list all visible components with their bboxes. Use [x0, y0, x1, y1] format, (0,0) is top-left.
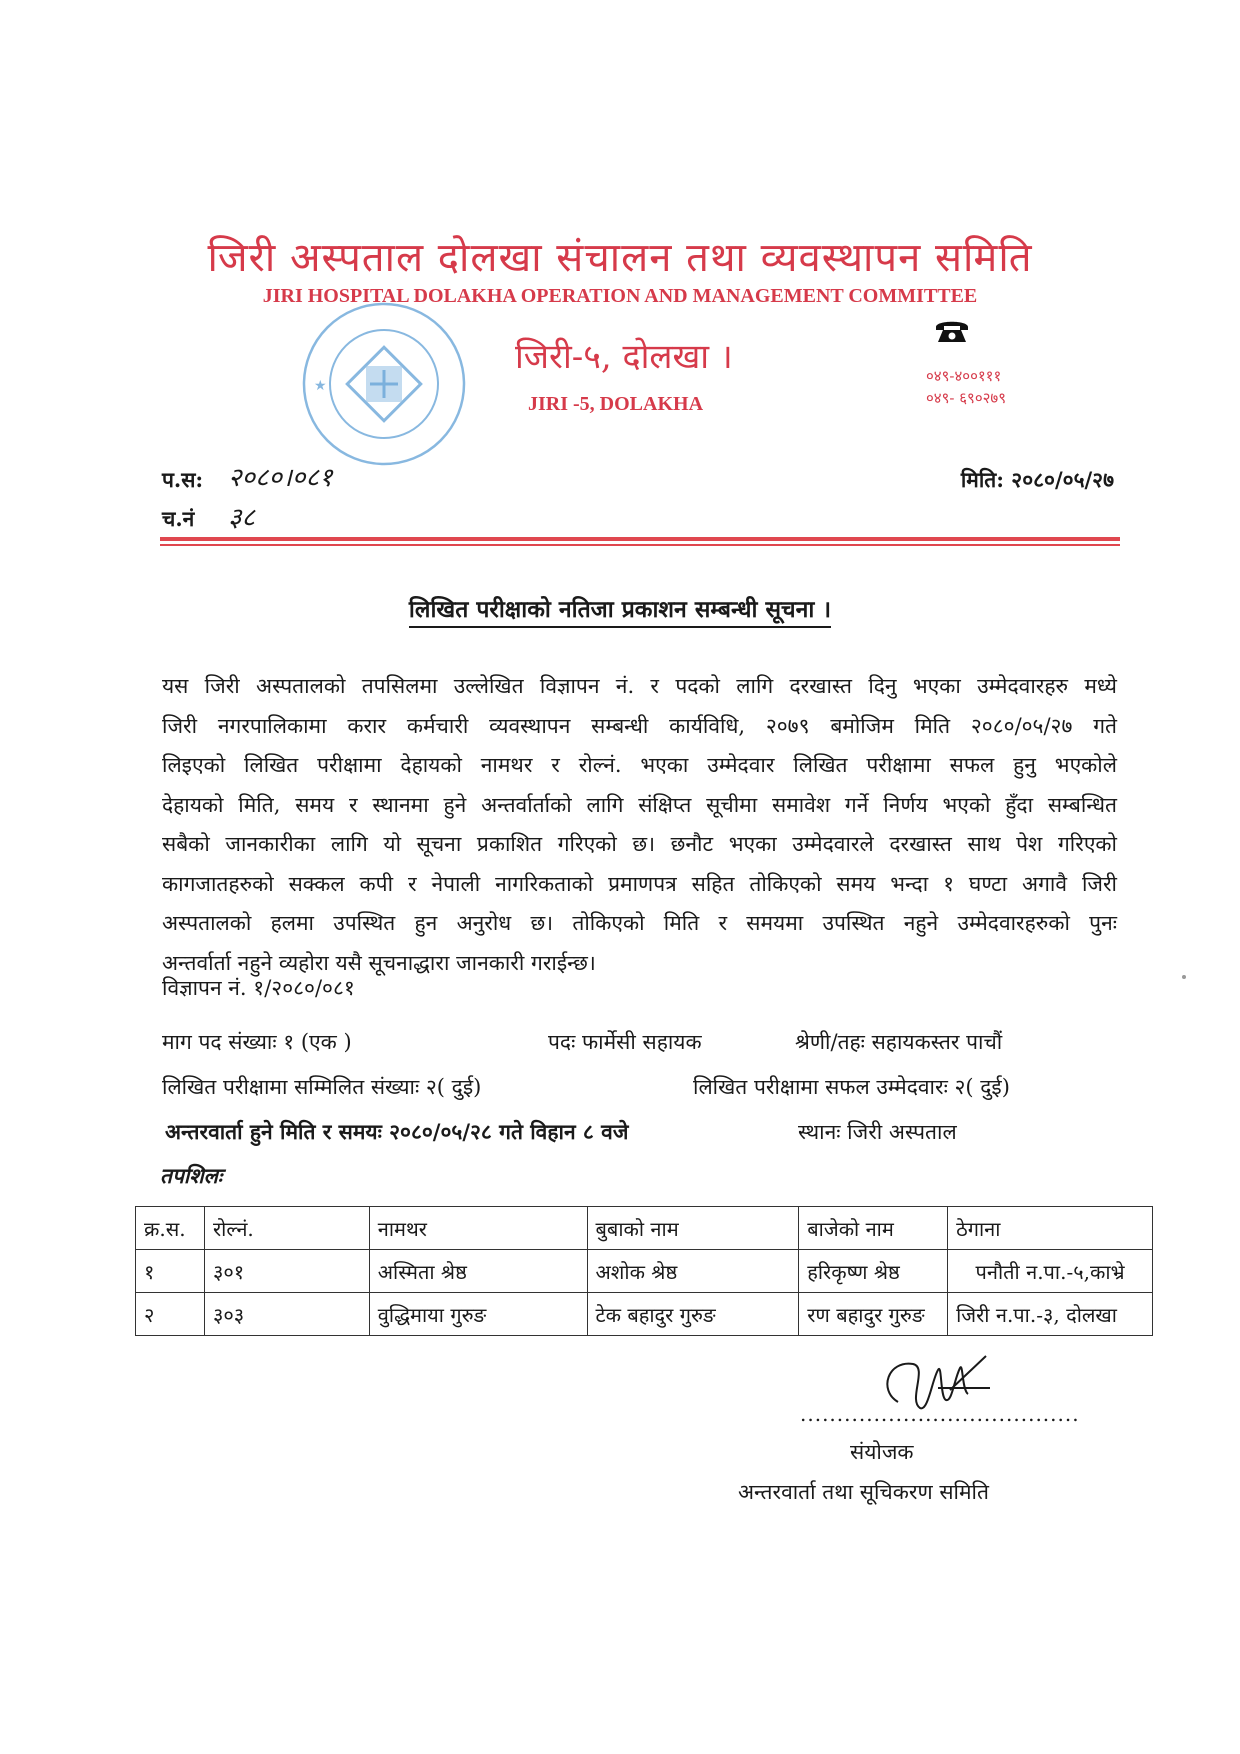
- table-cell: अस्मिता श्रेष्ठ: [369, 1250, 587, 1293]
- post-level: श्रेणी/तहः सहायकस्तर पाचौं: [795, 1030, 1003, 1054]
- notice-line: लिइएको लिखित परीक्षामा देहायको नामथर र रोल्नं. भएका उम्मेदवार लिखित परीक्षामा सफल हुनु भएकोले: [162, 753, 1117, 777]
- dispatch-number-value: ३८: [228, 503, 256, 533]
- notice-date: मिति: २०८०/०५/२७: [960, 467, 1114, 492]
- notice-line: कागजातहरुको सक्कल कपी र नेपाली नागरिकताको प्रमाणपत्र सहित तोकिएको समय भन्दा १ घण्टा अगावै जिरी: [162, 871, 1117, 896]
- interview-date-time: अन्तरवार्ता हुने मिति र समयः २०८०/०५/२८ गते विहान ८ वजे: [165, 1119, 629, 1144]
- candidates-passed: लिखित परीक्षामा सफल उम्मेदवारः २( दुई): [693, 1075, 1010, 1099]
- table-row: [136, 1250, 1153, 1293]
- table-cell: ३०३: [204, 1293, 369, 1336]
- column-header: क्र.स.: [136, 1207, 205, 1250]
- notice-heading-text: लिखित परीक्षाको नतिजा प्रकाशन सम्बन्धी सूचना ।: [409, 596, 831, 628]
- notice-line: जिरी नगरपालिकामा करार कर्मचारी व्यवस्थापन सम्बन्धी कार्यविधि, २०७९ बमोजिम मिति २०८०/०५/२७ गते: [162, 713, 1117, 738]
- table-row: [136, 1293, 1153, 1336]
- table-cell: २: [136, 1293, 205, 1336]
- telephone-icon: [934, 318, 970, 344]
- candidates-table: [135, 1206, 1153, 1336]
- signature-line: ......................................: [800, 1402, 1080, 1426]
- interview-venue: स्थानः जिरी अस्पताल: [798, 1120, 957, 1144]
- notice-line: यस जिरी अस्पतालको तपसिलमा उल्लेखित विज्ञापन नं. र पदको लागि दरखास्त दिनु भएका उम्मेदवारहरु मध्ये: [162, 674, 1117, 698]
- posts-demanded: माग पद संख्याः १ (एक ): [162, 1030, 352, 1054]
- notice-heading: [0, 592, 1240, 624]
- table-cell: ३०१: [204, 1250, 369, 1293]
- candidates-appeared: लिखित परीक्षामा सम्मिलित संख्याः २( दुई): [162, 1075, 482, 1099]
- advertisement-number: विज्ञापन नं. १/२०८०/०८१: [162, 976, 355, 1000]
- dispatch-number-label: च.नं: [162, 506, 195, 531]
- signer-title: संयोजक: [850, 1440, 914, 1464]
- column-header: बुबाको नाम: [587, 1207, 799, 1250]
- column-header: ठेगाना: [948, 1207, 1153, 1250]
- table-cell: अशोक श्रेष्ठ: [587, 1250, 799, 1293]
- phone-number: ०४९-४००१११: [926, 367, 1002, 385]
- letter-number-value: २०८०।०८१: [228, 463, 333, 493]
- notice-line: अस्पतालको हलमा उपस्थित हुन अनुरोध छ। तोकिएको मिति र समयमा उपस्थित नहुने उम्मेदवारहरुको पुनः: [162, 911, 1117, 935]
- address-nepali: जिरी-५, दोलखा ।: [515, 337, 733, 377]
- office-seal: [300, 300, 468, 468]
- notice-body: [162, 667, 1117, 983]
- post-title: पदः फार्मेसी सहायक: [548, 1030, 702, 1054]
- table-cell: १: [136, 1250, 205, 1293]
- header-divider: [160, 537, 1120, 541]
- table-cell: जिरी न.पा.-३, दोलखा: [948, 1293, 1153, 1336]
- committee-name: अन्तरवार्ता तथा सूचिकरण समिति: [738, 1480, 989, 1504]
- table-cell: पनौती न.पा.-५,काभ्रे: [948, 1250, 1153, 1293]
- organization-name-nepali: जिरी अस्पताल दोलखा संचालन तथा व्यवस्थापन समिति: [207, 235, 1033, 281]
- address-english: JIRI -5, DOLAKHA: [528, 393, 704, 415]
- svg-text:★: ★: [314, 378, 327, 394]
- notice-line: सबैको जानकारीका लागि यो सूचना प्रकाशित गरिएको छ। छनौट भएका उम्मेदवारले दरखास्त साथ पेश गरिएको: [162, 832, 1117, 856]
- column-header: बाजेको नाम: [799, 1207, 948, 1250]
- letter-number-label: प.स:: [162, 467, 204, 492]
- column-header: रोल्नं.: [204, 1207, 369, 1250]
- header-divider-thin: [160, 544, 1120, 546]
- scan-speck: [1182, 975, 1186, 979]
- table-header-row: [136, 1207, 1153, 1250]
- table-cell: टेक बहादुर गुरुङ: [587, 1293, 799, 1336]
- notice-line: अन्तर्वार्ता नहुने व्यहोरा यसै सूचनाद्धारा जानकारी गराईन्छ।: [162, 950, 596, 975]
- schedule-label: तपशिलः: [160, 1163, 223, 1188]
- table-cell: हरिकृष्ण श्रेष्ठ: [799, 1250, 948, 1293]
- notice-line: देहायको मिति, समय र स्थानमा हुने अन्तर्वार्ताको लागि संक्षिप्त सूचीमा समावेश गर्ने निर्णय भएको हुँदा सम्बन्धित: [162, 792, 1117, 817]
- column-header: नामथर: [369, 1207, 587, 1250]
- organization-name-english: JIRI HOSPITAL DOLAKHA OPERATION AND MANAGEMENT COMMITTEE: [262, 285, 978, 307]
- table-cell: रण बहादुर गुरुङ: [799, 1293, 948, 1336]
- phone-number: ०४९- ६९०२७९: [926, 389, 1007, 407]
- table-cell: वुद्धिमाया गुरुङ: [369, 1293, 587, 1336]
